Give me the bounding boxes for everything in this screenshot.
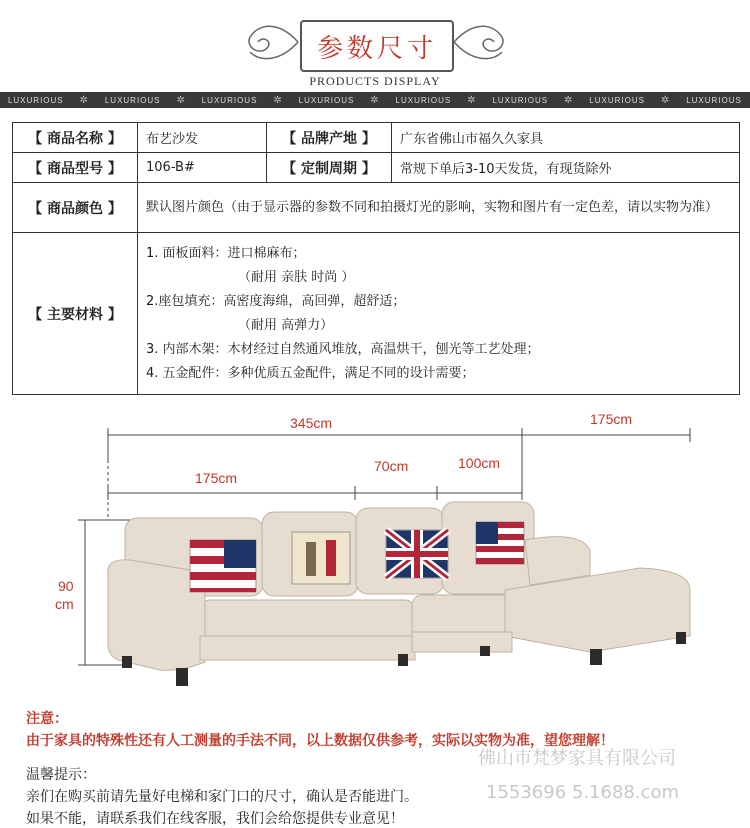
star-icon: ✲ (370, 94, 380, 106)
brand-origin-label: 【 品牌产地 】 (267, 123, 392, 153)
luxurious-ribbon (0, 92, 750, 108)
tip-line-2: 如果不能，请联系我们在线客服，我们会给您提供专业意见！ (26, 811, 404, 827)
material-label: 【 主要材料 】 (13, 233, 138, 395)
ribbon-text: LUXURIOUS (492, 95, 549, 105)
star-icon: ✲ (467, 94, 477, 106)
sofa-illustration (0, 400, 750, 700)
chaise-length-label: 175cm (590, 411, 633, 427)
spec-row (13, 233, 740, 395)
color-value: 默认图片颜色（由于显示器的参数不同和拍摄灯光的影响，实物和图片有一定色差，请以实物为准） (138, 183, 740, 233)
star-icon: ✲ (564, 94, 574, 106)
model-value: 106-B# (138, 153, 267, 183)
watermark-company: 佛山市梵梦家具有限公司 (478, 748, 676, 769)
page-header (0, 0, 750, 90)
ribbon-text: LUXURIOUS (298, 95, 355, 105)
spec-row (13, 183, 740, 233)
custom-period-label: 【 定制周期 】 (267, 153, 392, 183)
section-subtitle: PRODUCTS DISPLAY (309, 74, 441, 88)
material-list (138, 233, 740, 395)
material-item: （耐用 亲肤 时尚 ） (238, 269, 355, 285)
ribbon-text: LUXURIOUS (686, 95, 742, 105)
material-item: 4. 五金配件：多种优质五金配件，满足不同的设计需要； (146, 365, 475, 381)
color-label: 【 商品颜色 】 (13, 183, 138, 233)
left-ornament-icon (240, 12, 300, 72)
material-item: （耐用 高弹力） (238, 317, 334, 333)
middle-section-label: 70cm (374, 458, 409, 474)
star-icon: ✲ (660, 94, 671, 106)
material-item: 2.座包填充：高密度海绵，高回弹，超舒适； (146, 293, 406, 309)
pillow-flag-uk (386, 530, 448, 578)
material-item: 1. 面板面料：进口棉麻布； (146, 245, 306, 261)
ribbon-text: LUXURIOUS (589, 95, 645, 105)
right-ornament-icon (452, 12, 512, 72)
model-label: 【 商品型号 】 (13, 153, 138, 183)
pillow-london (292, 532, 350, 584)
spec-row (13, 123, 740, 153)
tip-line-1: 亲们在购买前请先量好电梯和家门口的尺寸，确认是否能进门。 (26, 789, 418, 805)
product-name-label: 【 商品名称 】 (13, 123, 138, 153)
custom-period-value: 常规下单后3-10天发货，有现货除外 (392, 153, 740, 183)
height-value: 90 (58, 578, 74, 594)
right-section-label: 100cm (458, 455, 501, 471)
watermark-site: 1553696 5.1688.com (486, 782, 680, 803)
total-length-label: 345cm (290, 415, 333, 431)
ribbon-text: LUXURIOUS (104, 95, 161, 105)
product-name-value: 布艺沙发 (138, 123, 267, 153)
attention-title: 注意： (26, 711, 68, 727)
sofa-dimension-diagram (0, 400, 750, 700)
section-title-box (300, 20, 454, 72)
section-title: 参数尺寸 (316, 33, 437, 64)
spec-row (13, 153, 740, 183)
material-item: 3. 内部木架：木材经过自然通风堆放，高温烘干，刨光等工艺处理； (146, 341, 540, 357)
star-icon: ✲ (176, 94, 186, 106)
star-icon: ✲ (273, 94, 283, 106)
ribbon-text: LUXURIOUS (201, 95, 258, 105)
spec-table (12, 122, 740, 395)
star-icon: ✲ (79, 94, 89, 106)
ribbon-text: LUXURIOUS (7, 95, 64, 105)
left-section-label: 175cm (195, 470, 238, 486)
attention-text: 由于家具的特殊性还有人工测量的手法不同，以上数据仅供参考，实际以实物为准，望您理解！ (26, 733, 614, 749)
pillow-flag-us (190, 540, 256, 592)
pillow-flag-us (476, 522, 524, 564)
tip-title: 温馨提示： (26, 767, 96, 783)
ribbon-text: LUXURIOUS (395, 95, 452, 105)
brand-origin-value: 广东省佛山市福久久家具 (392, 123, 740, 153)
height-unit: cm (55, 596, 74, 612)
